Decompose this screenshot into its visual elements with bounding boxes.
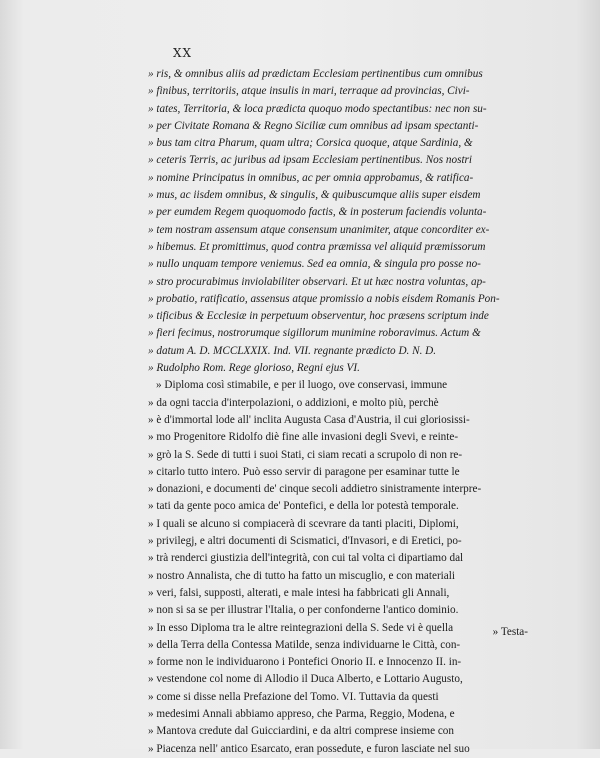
text-line: » grò la S. Sede di tutti i suoi Stati, ci siam recati a scrupolo di non re-	[148, 448, 463, 461]
text-line: » da ogni taccia d'interpolazioni, o addizioni, e molto più, perchè	[148, 396, 439, 409]
text-line: » datum A. D. MCCLXXIX. Ind. VII. regnante prædicto D. N. D.	[148, 344, 437, 357]
text-line: » trà renderci giustizia dell'integrità, con cui tal volta ci dipartiamo dal	[148, 552, 464, 565]
text-line: » tem nostram assensum atque consensum unanimiter, atque concorditer ex-	[148, 223, 490, 236]
text-line: » Rudolpho Rom. Rege glorioso, Regni ejus VI.	[148, 362, 360, 375]
text-line: » nullo unquam tempore veniemus. Sed ea omnia, & singula pro posse no-	[148, 258, 481, 271]
text-line: » per eumdem Regem quoquomodo factis, & in posterum faciendis volunta-	[148, 206, 487, 219]
text-line: » probatio, ratificatio, assensus atque promissio a nobis eisdem Romanis Pon-	[148, 292, 500, 305]
text-line: » hibemus. Et promittimus, quod contra præmissa vel aliquid præmissorum	[148, 240, 486, 253]
text-line: » Piacenza nell' antico Esarcato, eran possedute, e furon lasciate nel suo	[148, 742, 470, 755]
text-line: » bus tam citra Pharum, quam ultra; Corsica quoque, atque Sardinia, &	[148, 137, 473, 150]
catchword: » Testa-	[492, 626, 528, 638]
text-line: » nostro Annalista, che di tutto ha fatto un miscuglio, e con materiali	[148, 569, 455, 582]
text-line: » donazioni, e documenti de' cinque secoli addietro sinistramente interpre-	[148, 483, 482, 496]
text-line: » non si sa se per illustrar l'Italia, o per confonderne l'antico dominio.	[148, 604, 459, 617]
text-line: » I quali se alcuno si compiacerà di scevrare da tanti placiti, Diplomi,	[148, 517, 459, 530]
text-line: » citarlo tutto intero. Può esso servir di paragone per esaminar tutte le	[148, 465, 460, 478]
text-line: » tati da gente poco amica de' Pontefici, e della lor potestà temporale.	[148, 500, 459, 513]
text-line: » come si disse nella Prefazione del Tomo. VI. Tuttavia da questi	[148, 690, 439, 703]
text-line: » privilegj, e altri documenti di Scismatici, d'Invasori, e di Eretici, po-	[148, 535, 462, 548]
text-line: » ceteris Terris, ac juribus ad ipsam Ecclesiam pertinentibus. Nos nostri	[148, 154, 473, 167]
text-line: » veri, falsi, supposti, alterati, e male intesi ha fabbricati gli Annali,	[148, 586, 450, 599]
text-line: » Diploma così stimabile, e per il luogo, ove conservasi, immune	[156, 379, 448, 392]
text-line: » della Terra della Contessa Matilde, senza individuarne le Città, con-	[148, 638, 461, 651]
text-line: » In esso Diploma tra le altre reintegrazioni della S. Sede vi è quella	[148, 621, 454, 634]
text-line: » mus, ac iisdem omnibus, & singulis, & quibuscumque aliis super eisdem	[148, 189, 481, 202]
page-number: XX	[173, 46, 193, 60]
text-block	[148, 66, 558, 758]
text-line: » vestendone col nome di Allodio il Duca Alberto, e Lottario Augusto,	[148, 673, 463, 686]
text-line: » nomine Principatus in omnibus, ac per omnia approbamus, & ratifica-	[148, 171, 474, 184]
text-line: » medesimi Annali abbiamo appreso, che Parma, Reggio, Modena, e	[148, 707, 455, 720]
text-line: » tates, Territoria, & loca prædicta quoquo modo spectantibus: nec non su-	[148, 102, 487, 115]
text-line: » finibus, territoriis, atque insulis in mari, terraque ad provincias, Civi-	[148, 85, 470, 98]
text-line: » per Civitate Romana & Regno Siciliæ cum omnibus ad ipsam spectanti-	[148, 119, 479, 132]
text-line: » forme non le individuarono i Pontefici Onorio II. e Innocenzo II. in-	[148, 656, 462, 669]
text-line: » Mantova credute dal Guicciardini, e da altri comprese insieme con	[148, 725, 454, 738]
text-line: » tificibus & Ecclesiæ in perpetuum observentur, hoc præsens scriptum inde	[148, 310, 489, 323]
text-line: » stro procurabimus inviolabiliter observari. Et ut hæc nostra voluntas, ap-	[148, 275, 486, 288]
text-line: » è d'immortal lode all' inclita Augusta Casa d'Austria, il cui gloriosissi-	[148, 413, 470, 426]
text-line: » ris, & omnibus aliis ad prædictam Ecclesiam pertinentibus cum omnibus	[148, 68, 483, 80]
text-line: » mo Progenitore Ridolfo diè fine alle invasioni degli Svevi, e reinte-	[148, 431, 459, 444]
text-line: » fieri fecimus, nostrorumque sigillorum munimine roboravimus. Actum &	[148, 327, 481, 340]
